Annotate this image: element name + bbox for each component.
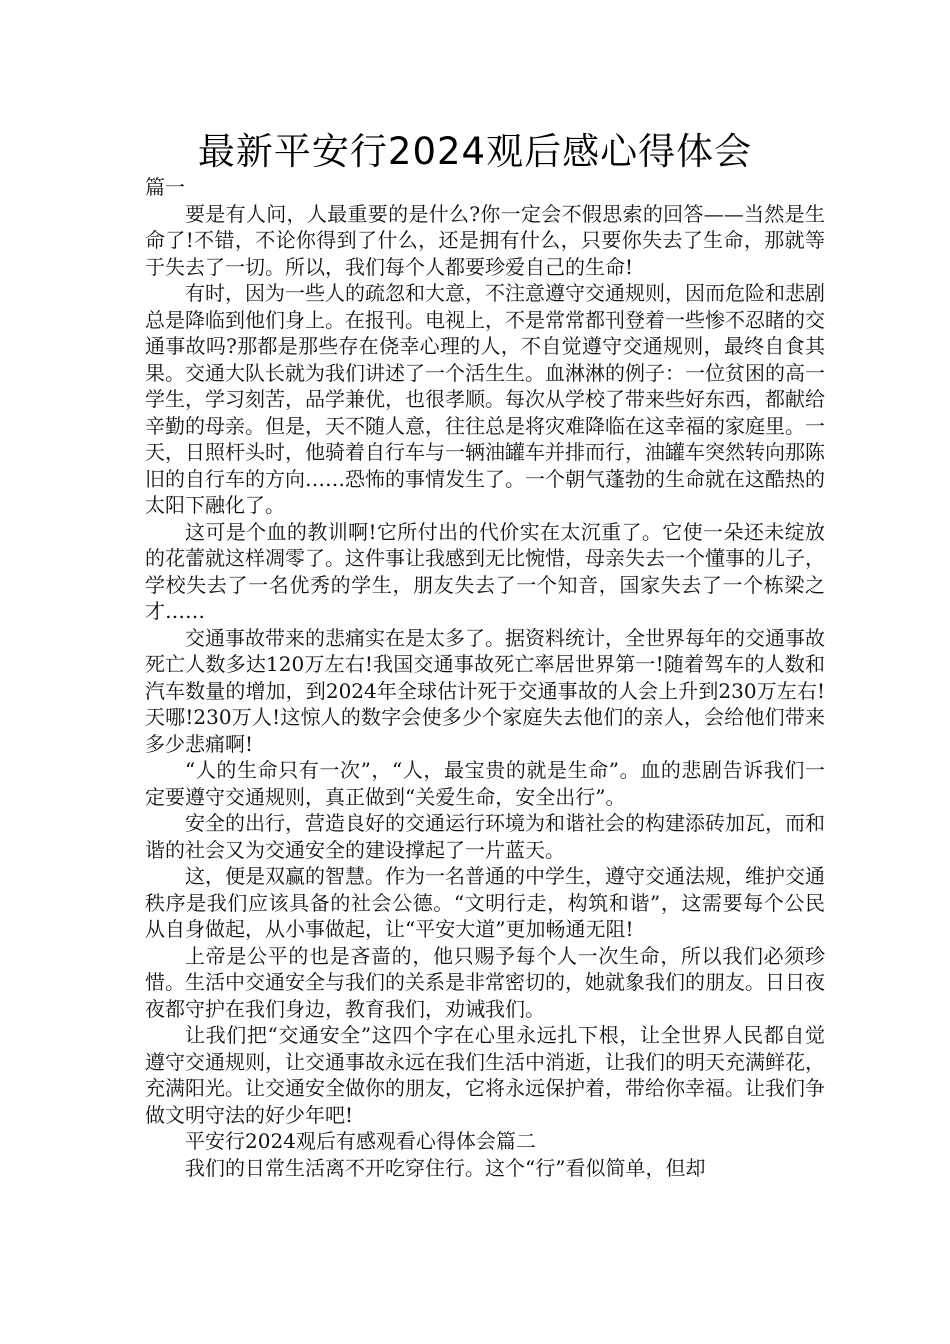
paragraph: “人的生命只有一次”，“人，最宝贵的就是生命”。血的悲剧告诉我们一定要遵守交通规则，真正做到“关爱生命，安全出行”。 bbox=[145, 758, 825, 809]
paragraph: 有时，因为一些人的疏忽和大意，不注意遵守交通规则，因而危险和悲剧总是降临到他们身上。在报刊。电视上，不是常常都刊登着一些惨不忍睹的交通事故吗?那都是那些存在侥幸心理的人，不自觉遵守交通规则，最终自食其果。交通大队长就为我们讲述了一个活生生。血淋淋的例子：一位贫困的高一学生，学习刻苦，品学兼优，也很孝顺。每次从学校了带来些好东西，都献给辛勤的母亲。但是，天不随人意，往往总是将灾难降临在这幸福的家庭里。一天，日照杆头时，他骑着自行车与一辆油罐车并排而行，油罐车突然转向那陈旧的自行车的方向……恐怖的事情发生了。一个朝气蓬勃的生命就在这酷热的太阳下融化了。 bbox=[145, 281, 825, 517]
paragraph: 交通事故带来的悲痛实在是太多了。据资料统计，全世界每年的交通事故死亡人数多达120万左右!我国交通事故死亡率居世界第一!随着驾车的人数和汽车数量的增加，到2024年全球估计死于交通事故的人会上升到230万左右!天哪!230万人!这惊人的数字会使多少个家庭失去他们的亲人，会给他们带来多少悲痛啊! bbox=[145, 625, 825, 756]
paragraph: 我们的日常生活离不开吃穿住行。这个“行”看似简单，但却 bbox=[185, 1155, 706, 1180]
paragraph: 让我们把“交通安全”这四个字在心里永远扎下根，让全世界人民都自觉遵守交通规则，让交通事故永远在我们生活中消逝，让我们的明天充满鲜花，充满阳光。让交通安全做你的朋友，它将永远保护着，带给你幸福。让我们争做文明守法的好少年吧! bbox=[145, 1023, 825, 1127]
paragraph: 安全的出行，营造良好的交通运行环境为和谐社会的构建添砖加瓦，而和谐的社会又为交通安全的建设撑起了一片蓝天。 bbox=[145, 811, 825, 862]
section-heading: 平安行2024观后有感观看心得体会篇二 bbox=[185, 1129, 536, 1153]
section-label: 篇一 bbox=[145, 175, 185, 199]
document-body bbox=[145, 174, 825, 1181]
document-title: 最新平安行2024观后感心得体会 bbox=[197, 130, 753, 173]
paragraph: 要是有人问，人最重要的是什么?你一定会不假思索的回答——当然是生命了!不错，不论你得到了什么，还是拥有什么，只要你失去了生命，那就等于失去了一切。所以，我们每个人都要珍爱自己的生命! bbox=[145, 201, 825, 279]
paragraph: 上帝是公平的也是吝啬的，他只赐予每个人一次生命，所以我们必须珍惜。生活中交通安全与我们的关系是非常密切的，她就象我们的朋友。日日夜夜都守护在我们身边，教育我们，劝诫我们。 bbox=[145, 943, 825, 1021]
paragraph: 这，便是双赢的智慧。作为一名普通的中学生，遵守交通法规，维护交通秩序是我们应该具备的社会公德。“文明行走，构筑和谐”，这需要每个公民从自身做起，从小事做起，让“平安大道”更加畅通无阻! bbox=[145, 864, 825, 941]
paragraph: 这可是个血的教训啊!它所付出的代价实在太沉重了。它使一朵还未绽放的花蕾就这样凋零了。这件事让我感到无比惋惜，母亲失去一个懂事的儿子，学校失去了一名优秀的学生，朋友失去了一个知音，国家失去了一个栋梁之才…… bbox=[145, 519, 825, 623]
